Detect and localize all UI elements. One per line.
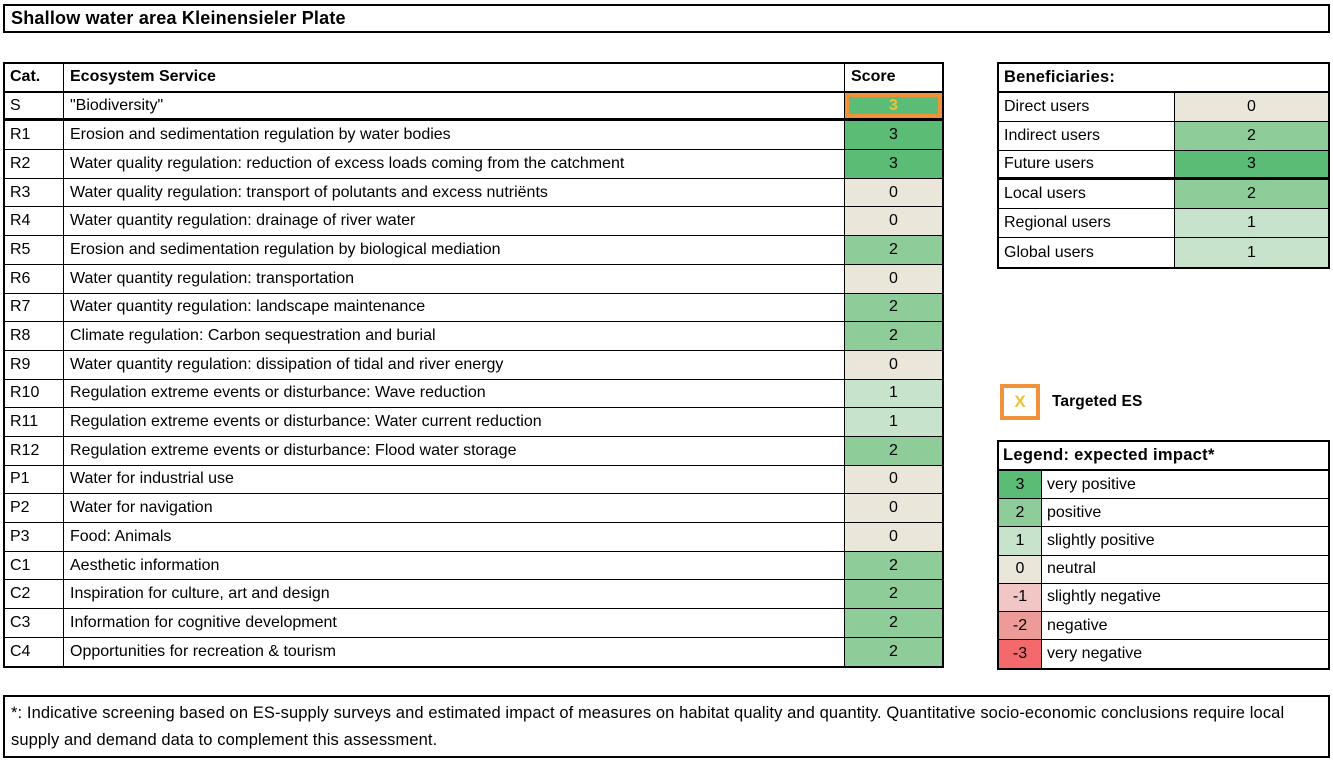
category-cell: C1 [5, 552, 64, 580]
beneficiary-label: Local users [999, 180, 1175, 208]
service-cell: Erosion and sedimentation regulation by water bodies [64, 121, 845, 149]
legend-label: positive [1047, 503, 1102, 521]
legend-row-2 [999, 499, 1328, 527]
legend-color-chip: 2 [999, 499, 1042, 526]
legend-label: negative [1047, 616, 1108, 634]
table-row-r6 [5, 265, 942, 294]
beneficiary-label: Global users [999, 238, 1175, 267]
footnote-text: *: Indicative screening based on ES-supply surveys and estimated impact of measures on habitat quality and quantity. Quantitative socio-economic conclusions require local supply and demand data to complement this assessment. [11, 704, 1285, 749]
beneficiary-label: Future users [999, 151, 1175, 177]
category-cell: P1 [5, 466, 64, 494]
ecosystem-services-table [3, 62, 944, 668]
category-cell: R4 [5, 207, 64, 235]
table-row-r9 [5, 351, 942, 380]
service-cell: Water quantity regulation: landscape maintenance [64, 294, 845, 322]
service-cell: Water quality regulation: reduction of excess loads coming from the catchment [64, 150, 845, 178]
service-cell: Regulation extreme events or disturbance: Wave reduction [64, 380, 845, 408]
service-cell: Inspiration for culture, art and design [64, 580, 845, 608]
table-row-r4 [5, 207, 942, 236]
table-row-r10 [5, 380, 942, 409]
score-cell: 0 [845, 523, 942, 551]
beneficiary-row-local [999, 180, 1328, 209]
category-cell: R7 [5, 294, 64, 322]
category-cell: R11 [5, 408, 64, 436]
category-cell: R2 [5, 150, 64, 178]
service-cell: Water quality regulation: transport of polutants and excess nutriënts [64, 179, 845, 207]
table-row-r7 [5, 294, 942, 323]
table-row-c3 [5, 609, 942, 638]
category-cell: C3 [5, 609, 64, 637]
category-cell: R9 [5, 351, 64, 379]
score-cell: 0 [845, 265, 942, 293]
beneficiary-score: 3 [1175, 151, 1328, 177]
legend-row-3 [999, 471, 1328, 499]
table-row-r1 [5, 121, 942, 150]
footnote-box [3, 695, 1330, 758]
category-cell: P3 [5, 523, 64, 551]
score-cell: 3 [845, 121, 942, 149]
legend-table [997, 440, 1330, 670]
legend-label: neutral [1047, 560, 1096, 578]
legend-row-neg2 [999, 612, 1328, 640]
service-cell: "Biodiversity" [64, 93, 845, 119]
legend-color-chip: -3 [999, 640, 1042, 668]
category-cell: R3 [5, 179, 64, 207]
beneficiary-score: 1 [1175, 209, 1328, 237]
header-service: Ecosystem Service [64, 64, 845, 91]
table-row-c1 [5, 552, 942, 581]
header-category: Cat. [5, 64, 64, 91]
legend-color-chip: 3 [999, 471, 1042, 498]
beneficiary-score: 0 [1175, 93, 1328, 121]
service-cell: Regulation extreme events or disturbance: Flood water storage [64, 437, 845, 465]
legend-label: slightly positive [1047, 531, 1155, 549]
legend-title: Legend: expected impact* [999, 442, 1328, 471]
beneficiary-row-future [999, 151, 1328, 180]
category-cell: C4 [5, 638, 64, 667]
page-title-text: Shallow water area Kleinensieler Plate [11, 8, 346, 28]
table-row-c2 [5, 580, 942, 609]
service-cell: Food: Animals [64, 523, 845, 551]
table-row-r8 [5, 322, 942, 351]
beneficiary-label: Regional users [999, 209, 1175, 237]
targeted-es-marker-box [1000, 384, 1040, 420]
score-cell: 2 [845, 580, 942, 608]
service-cell: Information for cognitive development [64, 609, 845, 637]
table-row-c4 [5, 638, 942, 667]
table-row-p1 [5, 466, 942, 495]
service-cell: Opportunities for recreation & tourism [64, 638, 845, 667]
beneficiary-row-indirect [999, 122, 1328, 151]
score-cell: 3 [845, 150, 942, 178]
legend-label: very negative [1047, 645, 1143, 663]
legend-color-chip: 1 [999, 527, 1042, 554]
legend-label: very positive [1047, 475, 1136, 493]
targeted-es-label: Targeted ES [1052, 393, 1143, 410]
score-cell: 0 [845, 466, 942, 494]
score-cell: 2 [845, 236, 942, 264]
legend-color-chip: -1 [999, 584, 1042, 611]
legend-label: slightly negative [1047, 588, 1161, 606]
beneficiary-score: 2 [1175, 180, 1328, 208]
service-cell: Erosion and sedimentation regulation by biological mediation [64, 236, 845, 264]
table-row-s [5, 93, 942, 122]
score-cell: 0 [845, 494, 942, 522]
score-cell: 0 [845, 351, 942, 379]
score-cell: 2 [845, 437, 942, 465]
category-cell: R5 [5, 236, 64, 264]
targeted-es-x-symbol: X [1014, 392, 1026, 411]
table-row-r2 [5, 150, 942, 179]
category-cell: R8 [5, 322, 64, 350]
beneficiary-label: Direct users [999, 93, 1175, 121]
score-cell: 2 [845, 552, 942, 580]
category-cell: C2 [5, 580, 64, 608]
score-cell: 1 [845, 380, 942, 408]
table-header-row [5, 64, 942, 93]
beneficiary-row-regional [999, 209, 1328, 238]
legend-row-1 [999, 527, 1328, 555]
beneficiary-label: Indirect users [999, 122, 1175, 150]
legend-row-0 [999, 556, 1328, 584]
score-cell: 1 [845, 408, 942, 436]
table-row-p3 [5, 523, 942, 552]
beneficiary-score: 2 [1175, 122, 1328, 150]
table-row-p2 [5, 494, 942, 523]
legend-row-neg1 [999, 584, 1328, 612]
score-cell: 0 [845, 179, 942, 207]
score-cell: 0 [845, 207, 942, 235]
score-cell: 2 [845, 609, 942, 637]
service-cell: Regulation extreme events or disturbance: Water current reduction [64, 408, 845, 436]
score-cell: 2 [845, 638, 942, 667]
legend-color-chip: -2 [999, 612, 1042, 639]
category-cell: R10 [5, 380, 64, 408]
service-cell: Water quantity regulation: drainage of river water [64, 207, 845, 235]
legend-color-chip: 0 [999, 556, 1042, 583]
category-cell: R12 [5, 437, 64, 465]
score-cell-targeted: 3 [845, 93, 942, 119]
table-row-r12 [5, 437, 942, 466]
page-title [3, 4, 1330, 33]
service-cell: Water for navigation [64, 494, 845, 522]
score-cell: 2 [845, 294, 942, 322]
service-cell: Water quantity regulation: transportation [64, 265, 845, 293]
category-cell: P2 [5, 494, 64, 522]
header-score: Score [851, 68, 896, 86]
service-cell: Climate regulation: Carbon sequestration and burial [64, 322, 845, 350]
legend-row-neg3 [999, 640, 1328, 668]
beneficiaries-table [997, 62, 1330, 269]
service-cell: Aesthetic information [64, 552, 845, 580]
category-cell: S [5, 93, 64, 119]
beneficiary-row-global [999, 238, 1328, 267]
service-cell: Water quantity regulation: dissipation of tidal and river energy [64, 351, 845, 379]
table-row-r3 [5, 179, 942, 208]
table-row-r11 [5, 408, 942, 437]
beneficiaries-title: Beneficiaries: [999, 64, 1328, 93]
beneficiary-score: 1 [1175, 238, 1328, 267]
category-cell: R6 [5, 265, 64, 293]
beneficiary-row-direct [999, 93, 1328, 122]
category-cell: R1 [5, 121, 64, 149]
score-cell: 2 [845, 322, 942, 350]
service-cell: Water for industrial use [64, 466, 845, 494]
table-row-r5 [5, 236, 942, 265]
